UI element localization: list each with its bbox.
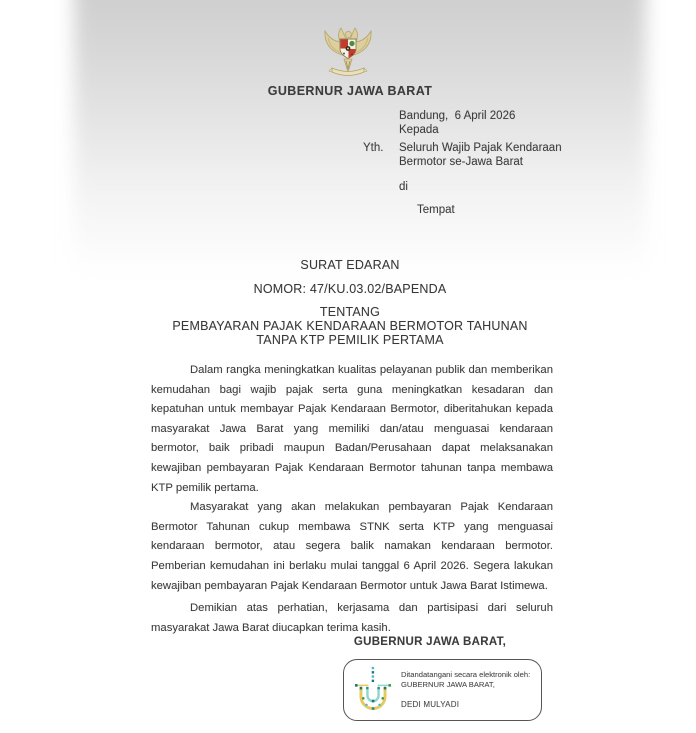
addressee-line-2: Bermotor se-Jawa Barat (399, 156, 523, 168)
body-paragraph-2: Masyarakat yang akan melakukan pembayaran Pajak Kendaraan Bermotor Tahunan cukup membawa STNK serta KTP yang menguasai kendaraan bermotor, atau segera balik namakan kendaraan bermotor. Pemberian kemudahan ini berlaku mulai tanggal 6 April 2026. Segera lakukan kewajiban pembayaran Pajak Kendaraan Bermotor untuk Jawa Barat Istimewa. (151, 501, 553, 592)
document-number: NOMOR: 47/KU.03.02/BAPENDA (253, 282, 447, 296)
body-paragraph-3: Demikian atas perhatian, kerjasama dan partisipasi dari seluruh masyarakat Jawa Barat diucapkan terima kasih. (151, 602, 553, 634)
addressee (399, 141, 562, 169)
document-type: SURAT EDARAN (300, 258, 400, 272)
tempat-label: Tempat (417, 204, 455, 216)
addressee-line-1: Seluruh Wajib Pajak Kendaraan (399, 142, 562, 154)
esign-caption-line-2: GUBERNUR JAWA BARAT, (401, 679, 495, 689)
garuda-pancasila-emblem-icon (318, 23, 378, 81)
document-title-block (110, 258, 590, 347)
kepada-label: Kepada (399, 124, 439, 136)
tentang-label: TENTANG (319, 305, 381, 319)
body-paragraph-1: Dalam rangka meningkatkan kualitas pelayanan publik dan memberikan kemudahan bagi wajib pajak serta guna meningkatkan kesadaran dan kepatuhan untuk membayar Pajak Kendaraan Bermotor, diberitahukan kepada masyarakat Jawa Barat yang memiliki dan/atau menguasai kendaraan bermotor, baik pribadi maupun Badan/Perusahaan dapat melaksanakan kewajiban pembayaran Pajak Kendaraan Bermotor tahunan tanpa membawa KTP pemilik pertama. (151, 364, 553, 494)
esign-caption (401, 670, 530, 710)
signer-name: DEDI MULYADI (401, 700, 460, 710)
addressee-row (363, 141, 603, 169)
address-block (363, 109, 603, 217)
subject-line-2: TANPA KTP PEMILIK PERTAMA (256, 333, 444, 347)
electronic-signature-box (343, 659, 542, 721)
letter-body (151, 361, 553, 638)
yth-label: Yth. (363, 142, 384, 154)
di-label: di (399, 181, 408, 193)
subject-line-1: PEMBAYARAN PAJAK KENDARAAN BERMOTOR TAHUNAN (172, 319, 528, 333)
esign-caption-line-1: Ditandatangani secara elektronik oleh: (401, 670, 531, 680)
closing-office-title: GUBERNUR JAWA BARAT, (353, 636, 507, 648)
letterhead-title: GUBERNUR JAWA BARAT (267, 84, 433, 98)
bsre-esign-logo-icon (354, 665, 392, 715)
place-and-date: Bandung, 6 April 2026 (399, 110, 516, 122)
